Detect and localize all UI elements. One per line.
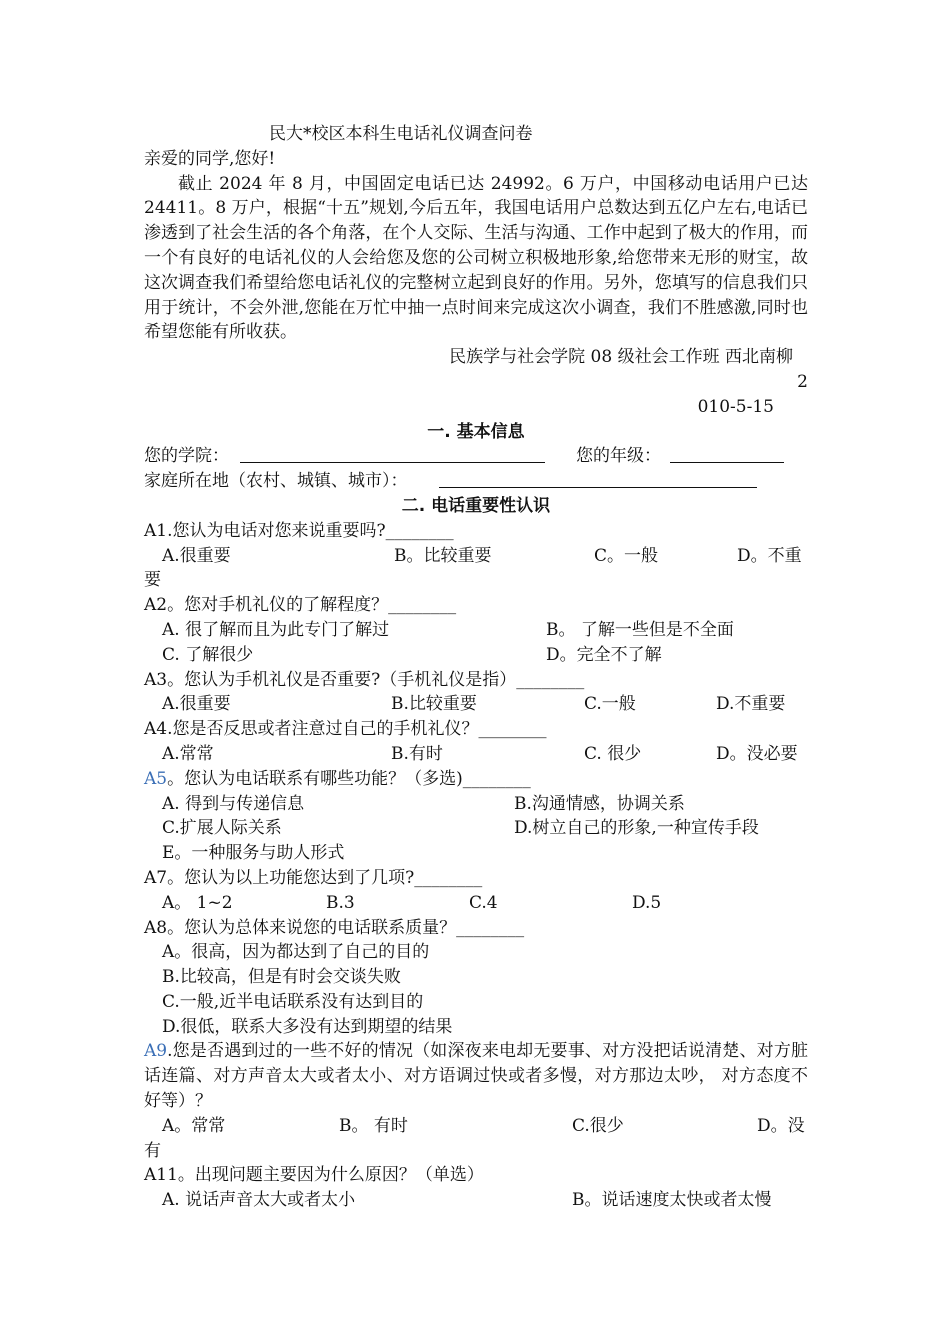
option[interactable]: C.一般 xyxy=(584,694,636,715)
question-a2: A2。您对手机礼仪的了解程度？________ xyxy=(144,595,457,616)
option[interactable]: A. 很了解而且为此专门了解过 xyxy=(162,619,390,640)
option[interactable]: A.很重要 xyxy=(162,545,231,566)
option[interactable]: A。很高，因为都达到了自己的目的 xyxy=(162,942,430,963)
option[interactable]: C. 很少 xyxy=(584,743,642,764)
page-title: 民大*校区本科生电话礼仪调查问卷 xyxy=(269,124,533,144)
option[interactable]: B.有时 xyxy=(391,743,443,764)
option[interactable]: D.5 xyxy=(632,892,662,913)
option[interactable]: A. 说话声音太大或者太小 xyxy=(162,1190,356,1211)
college-field[interactable] xyxy=(240,448,545,463)
home-row xyxy=(144,469,808,494)
option[interactable]: A. 得到与传递信息 xyxy=(162,793,305,814)
question-a8: A8。您认为总体来说您的电话联系质量？________ xyxy=(144,917,525,938)
grade-field[interactable] xyxy=(670,448,784,463)
option[interactable]: C.4 xyxy=(469,892,498,913)
signature-continuation: 2 xyxy=(797,371,808,392)
section1-heading: 一. 基本信息 xyxy=(427,421,525,442)
options-a5-row3 xyxy=(144,841,808,866)
option-continuation: 要 xyxy=(144,570,161,591)
question-a3: A3。您认为手机礼仪是否重要?（手机礼仪是指）________ xyxy=(144,669,585,690)
options-a7 xyxy=(144,891,808,916)
option[interactable]: B。说话速度太快或者太慢 xyxy=(572,1190,772,1211)
options-a9 xyxy=(144,1114,808,1139)
option[interactable]: B.比较高，但是有时会交谈失败 xyxy=(162,967,401,988)
options-a2-row1 xyxy=(144,618,808,643)
question-number: A5 xyxy=(144,768,168,789)
option[interactable]: B。比较重要 xyxy=(394,545,492,566)
question-a11: A11。出现问题主要因为什么原因？（单选） xyxy=(144,1165,484,1186)
option[interactable]: E。一种服务与助人形式 xyxy=(162,843,345,864)
signature: 民族学与社会学院 08 级社会工作班 西北南柳 xyxy=(449,347,793,368)
option[interactable]: B.比较重要 xyxy=(391,694,477,715)
question-number: A9 xyxy=(144,1041,168,1062)
options-a1 xyxy=(144,544,808,569)
options-a5-row2 xyxy=(144,816,808,841)
option[interactable]: D。完全不了解 xyxy=(546,644,662,665)
option[interactable]: A。 1~2 xyxy=(162,892,233,913)
option[interactable]: D。没 xyxy=(757,1115,805,1136)
options-a4 xyxy=(144,742,808,767)
college-grade-row xyxy=(144,444,808,469)
question-a4: A4.您是否反思或者注意过自己的手机礼仪？________ xyxy=(144,719,547,740)
options-a3 xyxy=(144,692,808,717)
home-label: 家庭所在地（农村、城镇、城市）： xyxy=(144,471,408,492)
grade-label: 您的年级： xyxy=(576,446,661,467)
date: 010-5-15 xyxy=(697,396,774,417)
option[interactable]: B.3 xyxy=(326,892,355,913)
option[interactable]: B。 有时 xyxy=(339,1115,408,1136)
options-a2-row2 xyxy=(144,643,808,668)
questionnaire-page xyxy=(144,122,808,1213)
option[interactable]: D.不重要 xyxy=(716,694,786,715)
section2-heading: 二. 电话重要性认识 xyxy=(401,495,551,516)
college-label: 您的学院： xyxy=(144,446,229,467)
options-a5-row1 xyxy=(144,792,808,817)
option[interactable]: D。没必要 xyxy=(716,743,798,764)
question-a9 xyxy=(144,1039,808,1113)
option[interactable]: A.常常 xyxy=(162,743,214,764)
home-field[interactable] xyxy=(439,473,757,488)
question-a7: A7。您认为以上功能您达到了几项?________ xyxy=(144,867,483,888)
options-a11 xyxy=(144,1188,808,1213)
option[interactable]: C. 了解很少 xyxy=(162,644,254,665)
option[interactable]: C。一般 xyxy=(594,545,659,566)
option[interactable]: B.沟通情感，协调关系 xyxy=(514,793,685,814)
question-a5 xyxy=(144,767,808,792)
option[interactable]: C.扩展人际关系 xyxy=(162,818,282,839)
option[interactable]: D.很低，联系大多没有达到期望的结果 xyxy=(162,1016,453,1037)
option[interactable]: A.很重要 xyxy=(162,694,231,715)
question-text: .您是否遇到过的一些不好的情况（如深夜来电却无要事、对方没把话说清楚、对方脏话连篇、对方声音太大或者太小、对方语调过快或者多慢，对方那边太吵， 对方态度不好等）？ xyxy=(144,1041,808,1112)
option[interactable]: C.一般,近半电话联系没有达到目的 xyxy=(162,991,424,1012)
option[interactable]: D。不重 xyxy=(737,545,802,566)
option[interactable]: C.很少 xyxy=(572,1115,624,1136)
option[interactable]: A。常常 xyxy=(162,1115,226,1136)
option[interactable]: B。 了解一些但是不全面 xyxy=(546,619,734,640)
question-a1: A1.您认为电话对您来说重要吗?________ xyxy=(144,520,454,541)
intro-text: 截止 2024 年 8 月，中国固定电话已达 24992。6 万户，中国移动电话用户已达 24411。8 万户，根据“十五”规划,今后五年，我国电话用户总数达到五亿户左右,电话已渗透到了社会生活的各个角落，在个人交际、生活与沟通、工作中起到了极大的作用，而一个有良好的电话礼仪的人会给您及您的公司树立积极地形象,给您带来无形的财宝，故这次调查我们希望给您电话礼仪的完整树立起到良好的作用。另外，您填写的信息我们只用于统计，不会外泄,您能在万忙中抽一点时间来完成这次小调查，我们不胜感激,同时也希望您能有所收获。 xyxy=(144,173,808,343)
question-text: 。您认为电话联系有哪些功能？（多选)________ xyxy=(167,768,531,789)
option-continuation: 有 xyxy=(144,1140,161,1161)
intro-paragraph xyxy=(144,172,808,346)
greeting: 亲爱的同学,您好! xyxy=(144,148,276,169)
option[interactable]: D.树立自己的形象,一种宣传手段 xyxy=(514,818,759,839)
